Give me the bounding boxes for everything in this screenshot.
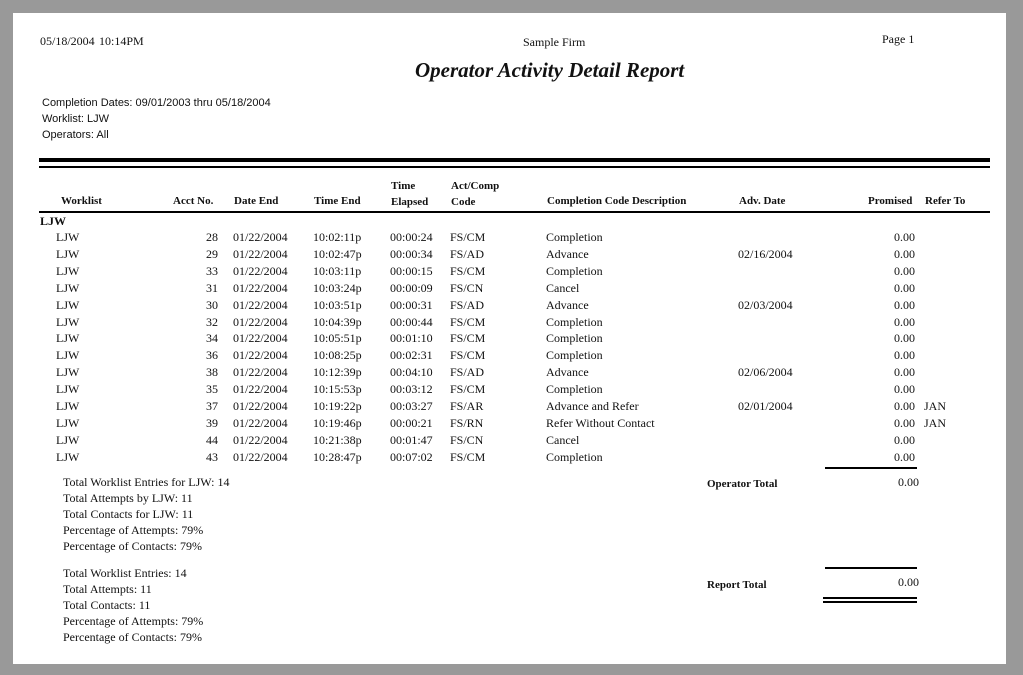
- cell-time-elapsed: 00:00:34: [390, 246, 433, 261]
- criteria-completion-dates: Completion Dates: 09/01/2003 thru 05/18/2004: [42, 97, 271, 109]
- cell-description: Refer Without Contact: [546, 415, 655, 430]
- col-date-end: Date End: [234, 195, 279, 207]
- cell-time-elapsed: 00:01:10: [390, 331, 433, 346]
- cell-time-end: 10:03:24p: [313, 280, 362, 295]
- report-total-value: 0.00: [898, 575, 919, 589]
- cell-description: Cancel: [546, 432, 580, 447]
- cell-worklist: LJW: [56, 365, 80, 380]
- cell-time-end: 10:12:39p: [313, 365, 362, 380]
- cell-acct-no: 33: [206, 263, 218, 278]
- cell-worklist: LJW: [56, 246, 80, 261]
- cell-time-end: 10:04:39p: [313, 314, 362, 329]
- cell-date-end: 01/22/2004: [233, 365, 288, 380]
- cell-description: Completion: [546, 382, 603, 397]
- cell-acct-no: 30: [206, 297, 218, 312]
- cell-description: Cancel: [546, 280, 580, 295]
- cell-act-comp-code: FS/AD: [450, 297, 485, 312]
- cell-adv-date: 02/16/2004: [738, 246, 793, 261]
- col-worklist: Worklist: [61, 195, 102, 207]
- header-rule-thin: [39, 166, 990, 168]
- cell-date-end: 01/22/2004: [233, 399, 288, 413]
- cell-time-end: 10:02:47p: [313, 246, 362, 261]
- cell-date-end: 01/22/2004: [233, 297, 288, 312]
- cell-description: Completion: [546, 348, 603, 363]
- cell-promised: 0.00: [894, 246, 915, 261]
- cell-promised: 0.00: [894, 449, 915, 464]
- print-date: 05/18/2004: [40, 34, 95, 48]
- cell-time-elapsed: 00:00:21: [390, 415, 433, 430]
- col-promised: Promised: [868, 195, 913, 207]
- cell-time-end: 10:03:51p: [313, 297, 362, 312]
- cell-promised: 0.00: [894, 365, 915, 380]
- cell-time-elapsed: 00:00:15: [390, 263, 433, 278]
- col-act-comp-line2: Code: [451, 196, 476, 208]
- cell-worklist: LJW: [56, 314, 80, 329]
- cell-description: Completion: [546, 230, 603, 244]
- cell-acct-no: 31: [206, 280, 218, 295]
- summary-line: Total Attempts by LJW: 11: [63, 491, 193, 505]
- cell-promised: 0.00: [894, 399, 915, 413]
- cell-time-elapsed: 00:02:31: [390, 348, 433, 363]
- column-header-rule: [39, 211, 990, 213]
- cell-act-comp-code: FS/CM: [450, 230, 486, 244]
- cell-date-end: 01/22/2004: [233, 314, 288, 329]
- cell-description: Completion: [546, 263, 603, 278]
- cell-act-comp-code: FS/CM: [450, 382, 486, 397]
- cell-act-comp-code: FS/CM: [450, 263, 486, 278]
- cell-act-comp-code: FS/AD: [450, 246, 485, 261]
- cell-act-comp-code: FS/CN: [450, 280, 484, 295]
- cell-acct-no: 39: [206, 415, 218, 430]
- col-refer-to: Refer To: [925, 195, 966, 207]
- cell-acct-no: 44: [206, 432, 218, 447]
- col-acct-no: Acct No.: [173, 195, 214, 207]
- cell-act-comp-code: FS/CM: [450, 314, 486, 329]
- cell-promised: 0.00: [894, 297, 915, 312]
- cell-acct-no: 36: [206, 348, 218, 363]
- cell-worklist: LJW: [56, 263, 80, 278]
- col-time-end: Time End: [314, 195, 361, 207]
- cell-adv-date: 02/03/2004: [738, 297, 793, 312]
- cell-time-end: 10:19:22p: [313, 399, 362, 413]
- cell-time-elapsed: 00:00:44: [390, 314, 433, 329]
- cell-time-end: 10:02:11p: [313, 230, 362, 244]
- cell-time-end: 10:05:51p: [313, 331, 362, 346]
- operator-total-value: 0.00: [898, 475, 919, 489]
- cell-act-comp-code: FS/CM: [450, 331, 486, 346]
- cell-time-elapsed: 00:07:02: [390, 449, 433, 464]
- col-act-comp-line1: Act/Comp: [451, 180, 500, 192]
- cell-time-end: 10:03:11p: [313, 263, 362, 278]
- cell-worklist: LJW: [56, 399, 80, 413]
- cell-worklist: LJW: [56, 297, 80, 312]
- cell-date-end: 01/22/2004: [233, 415, 288, 430]
- cell-acct-no: 32: [206, 314, 218, 329]
- cell-promised: 0.00: [894, 415, 915, 430]
- cell-promised: 0.00: [894, 230, 915, 244]
- cell-worklist: LJW: [56, 331, 80, 346]
- cell-act-comp-code: FS/AD: [450, 365, 485, 380]
- cell-refer-to: JAN: [924, 415, 947, 430]
- cell-act-comp-code: FS/CM: [450, 449, 486, 464]
- col-time-elapsed-line1: Time: [391, 180, 416, 192]
- criteria-operators: Operators: All: [42, 129, 109, 141]
- cell-description: Completion: [546, 314, 603, 329]
- report-total-double-rule-2: [823, 601, 917, 603]
- cell-acct-no: 35: [206, 382, 218, 397]
- cell-acct-no: 29: [206, 246, 218, 261]
- col-description: Completion Code Description: [547, 195, 687, 207]
- summary-line: Percentage of Contacts: 79%: [63, 630, 202, 644]
- header-rule-thick: [39, 158, 990, 162]
- cell-acct-no: 34: [206, 331, 218, 346]
- cell-time-end: 10:19:46p: [313, 415, 362, 430]
- cell-acct-no: 37: [206, 399, 218, 413]
- page-number: Page 1: [882, 32, 915, 46]
- cell-date-end: 01/22/2004: [233, 348, 288, 363]
- cell-time-elapsed: 00:00:09: [390, 280, 433, 295]
- summary-line: Total Worklist Entries: 14: [63, 566, 187, 580]
- cell-act-comp-code: FS/CN: [450, 432, 484, 447]
- cell-worklist: LJW: [56, 348, 80, 363]
- summary-line: Percentage of Attempts: 79%: [63, 523, 204, 537]
- cell-promised: 0.00: [894, 432, 915, 447]
- cell-act-comp-code: FS/CM: [450, 348, 486, 363]
- cell-description: Advance: [546, 246, 589, 261]
- cell-time-end: 10:15:53p: [313, 382, 362, 397]
- cell-description: Advance and Refer: [546, 399, 639, 413]
- cell-date-end: 01/22/2004: [233, 331, 288, 346]
- cell-date-end: 01/22/2004: [233, 230, 288, 244]
- cell-time-end: 10:21:38p: [313, 432, 362, 447]
- cell-description: Advance: [546, 365, 589, 380]
- cell-date-end: 01/22/2004: [233, 432, 288, 447]
- cell-time-end: 10:28:47p: [313, 449, 362, 464]
- cell-acct-no: 28: [206, 230, 218, 244]
- group-header: LJW: [40, 214, 67, 228]
- cell-time-elapsed: 00:03:12: [390, 382, 433, 397]
- cell-time-elapsed: 00:01:47: [390, 432, 433, 447]
- cell-time-elapsed: 00:00:31: [390, 297, 433, 312]
- report-total-label: Report Total: [707, 579, 767, 591]
- cell-description: Completion: [546, 331, 603, 346]
- summary-line: Percentage of Attempts: 79%: [63, 614, 204, 628]
- cell-date-end: 01/22/2004: [233, 382, 288, 397]
- cell-date-end: 01/22/2004: [233, 246, 288, 261]
- report-total-rule-top: [825, 567, 917, 569]
- cell-adv-date: 02/01/2004: [738, 399, 793, 413]
- summary-line: Total Worklist Entries for LJW: 14: [63, 475, 230, 489]
- cell-act-comp-code: FS/AR: [450, 399, 484, 413]
- cell-time-elapsed: 00:00:24: [390, 230, 433, 244]
- report-page: [13, 13, 1006, 664]
- cell-worklist: LJW: [56, 449, 80, 464]
- report-title: Operator Activity Detail Report: [415, 58, 685, 82]
- summary-line: Percentage of Contacts: 79%: [63, 539, 202, 553]
- cell-time-elapsed: 00:04:10: [390, 365, 433, 380]
- summary-line: Total Contacts for LJW: 11: [63, 507, 194, 521]
- cell-acct-no: 43: [206, 449, 218, 464]
- report-total-double-rule-1: [823, 597, 917, 599]
- firm-name: Sample Firm: [523, 35, 586, 49]
- cell-promised: 0.00: [894, 314, 915, 329]
- cell-time-elapsed: 00:03:27: [390, 399, 433, 413]
- cell-promised: 0.00: [894, 263, 915, 278]
- cell-worklist: LJW: [56, 280, 80, 295]
- cell-promised: 0.00: [894, 331, 915, 346]
- cell-description: Advance: [546, 297, 589, 312]
- cell-date-end: 01/22/2004: [233, 449, 288, 464]
- cell-worklist: LJW: [56, 230, 80, 244]
- col-time-elapsed-line2: Elapsed: [391, 196, 429, 208]
- cell-worklist: LJW: [56, 432, 80, 447]
- operator-total-rule: [825, 467, 917, 469]
- cell-time-end: 10:08:25p: [313, 348, 362, 363]
- summary-line: Total Contacts: 11: [63, 598, 151, 612]
- cell-promised: 0.00: [894, 280, 915, 295]
- cell-refer-to: JAN: [924, 399, 947, 413]
- cell-adv-date: 02/06/2004: [738, 365, 793, 380]
- cell-promised: 0.00: [894, 382, 915, 397]
- summary-line: Total Attempts: 11: [63, 582, 152, 596]
- print-time: 10:14PM: [99, 34, 144, 48]
- cell-description: Completion: [546, 449, 603, 464]
- criteria-worklist: Worklist: LJW: [42, 113, 110, 125]
- cell-date-end: 01/22/2004: [233, 263, 288, 278]
- cell-act-comp-code: FS/RN: [450, 415, 484, 430]
- cell-worklist: LJW: [56, 382, 80, 397]
- cell-date-end: 01/22/2004: [233, 280, 288, 295]
- cell-worklist: LJW: [56, 415, 80, 430]
- cell-acct-no: 38: [206, 365, 218, 380]
- col-adv-date: Adv. Date: [739, 195, 786, 207]
- cell-promised: 0.00: [894, 348, 915, 363]
- operator-total-label: Operator Total: [707, 478, 778, 490]
